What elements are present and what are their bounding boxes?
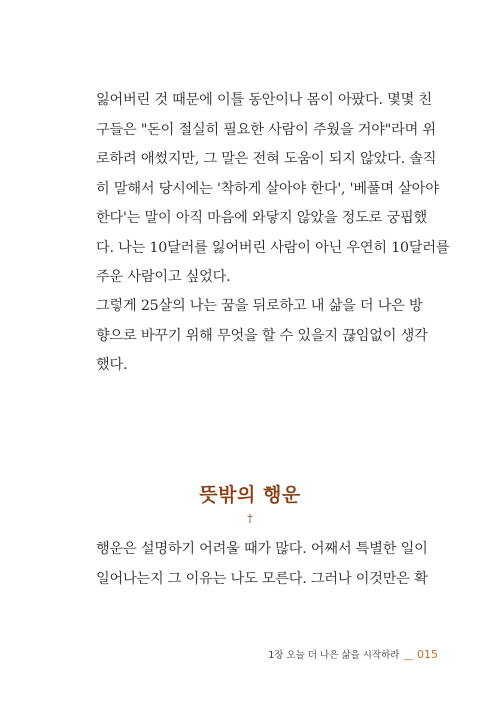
page-number: 015 (417, 648, 438, 661)
paragraph-3 (96, 535, 428, 594)
section-title: 뜻밖의 행운 (199, 484, 301, 506)
text-line: 향으로 바꾸기 위해 무엇을 할 수 있을지 끊임없이 생각 (96, 327, 428, 344)
text-line: 다. 나는 10달러를 잃어버린 사람이 아닌 우연히 10달러를 (96, 239, 450, 256)
footer-separator: __ (403, 650, 413, 661)
page-footer (268, 647, 438, 661)
text-line: 한다'는 말이 아직 마음에 와닿지 않았을 정도로 궁핍했 (96, 210, 427, 226)
text-line: 히 말해서 당시에는 '착하게 살아야 한다', '베풀며 살아야 (96, 180, 439, 197)
text-line: 일어나는지 그 이유는 나도 모른다. 그러나 이것만은 확 (96, 570, 428, 587)
text-line: 했다. (96, 357, 128, 373)
text-line: 주운 사람이고 싶었다. (96, 269, 231, 285)
text-line: 그렇게 25살의 나는 꿈을 뒤로하고 내 삶을 더 나은 방 (96, 298, 423, 314)
section-ornament-icon: † (247, 512, 253, 525)
text-line: 행운은 설명하기 어려울 때가 많다. 어째서 특별한 일이 (96, 541, 428, 557)
text-line: 구들은 "돈이 절실히 필요한 사람이 주웠을 거야"라며 위 (96, 121, 436, 138)
paragraph-1 (96, 86, 450, 293)
paragraph-2 (96, 292, 428, 381)
text-line: 로하려 애썼지만, 그 말은 전혀 도움이 되지 않았다. 솔직 (96, 151, 437, 167)
chapter-title: 1장 오늘 더 나은 삶을 시작하라 (268, 650, 400, 661)
text-line: 잃어버린 것 때문에 이틀 동안이나 몸이 아팠다. 몇몇 친 (96, 92, 432, 108)
